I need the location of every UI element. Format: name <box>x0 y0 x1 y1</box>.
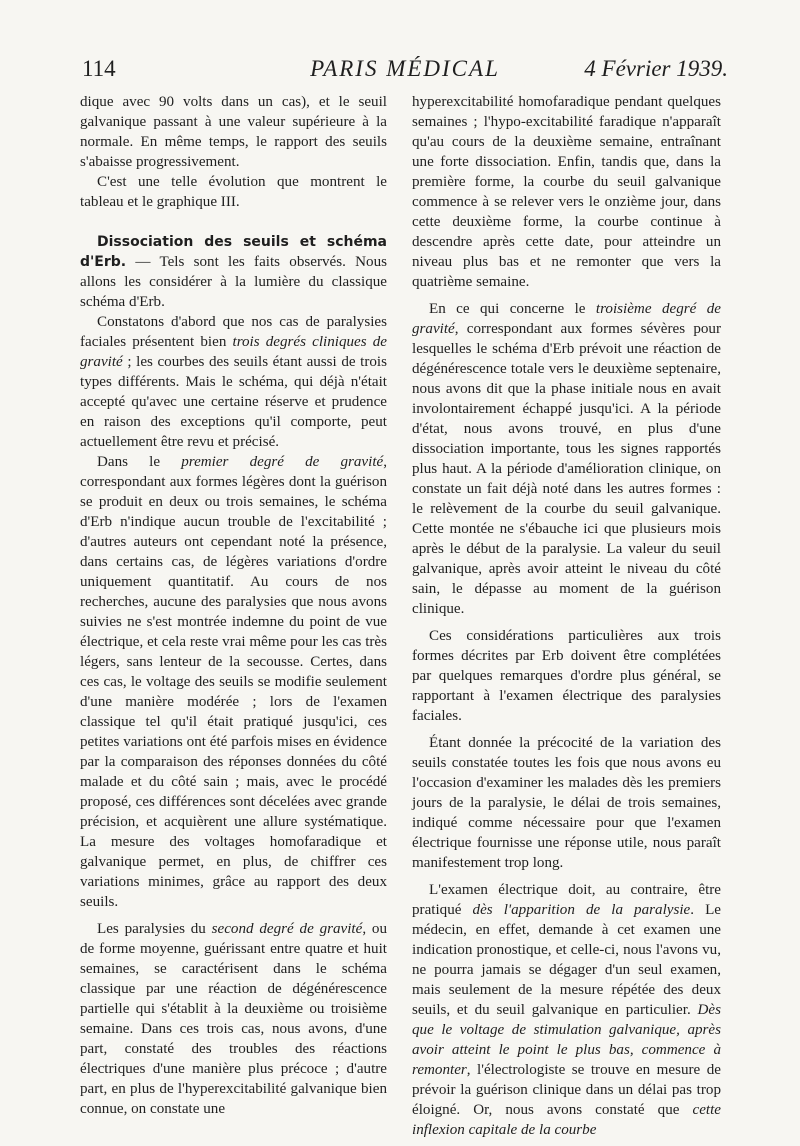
page-header <box>82 56 728 86</box>
emphasis: dès l'apparition de la paralysie <box>472 902 691 918</box>
paragraph: Ces considérations particulières aux trois formes décrites par Erb doivent être complétées par quelques remarques d'ordre plus général, se rapportant à l'examen électrique des paralysies faciales. <box>412 628 721 724</box>
emphasis: premier degré de gravité <box>181 454 384 470</box>
section-heading: Dissociation des seuils et schéma d'Erb. <box>80 234 387 270</box>
paragraph <box>80 312 387 452</box>
paragraph-text: L'examen électrique doit, au contraire, être pratiqué <box>412 882 721 918</box>
journal-title: PARIS MÉDICAL <box>310 56 500 81</box>
paragraph-text: ; les courbes des seuils étant aussi de trois types différents. Mais le schéma, qui déjà n'était accepté qu'avec une certaine réserve et prudence en raison des exceptions qu'il comporte, peut actuellement être revu et précisé. <box>80 354 387 450</box>
emphasis: cette inflexion capitale de la courbe <box>412 1102 721 1138</box>
paragraph: dique avec 90 volts dans un cas), et le seuil galvanique passant à une valeur supérieure à la normale. En même temps, le rapport des seuils s'abaisse progressivement. <box>80 94 387 170</box>
paragraph: C'est une telle évolution que montrent le tableau et le graphique III. <box>80 174 387 210</box>
paragraph-text: Dans le <box>97 454 182 470</box>
paragraph-text: , correspondant aux formes sévères pour lesquelles le schéma d'Erb prévoit une réaction de dégénérescence totale vers le deuxième septenaire, nous avons dit que la phase initiale nous en avait involontairement échappé jusqu'ici. A la période d'état, nous avons trouvé, en plus d'une dissociation importante, tous les signes rapportés plus haut. A la période d'amélioration clinique, on constate un fait déjà noté dans les autres formes : le relèvement de la courbe du seuil galvanique. Cette montée ne s'ébauche ici que plusieurs mois après le début de la paralysie. La valeur du seuil galvanique, après avoir atteint le niveau du côté sain, le dépasse au moment de la guérison clinique. <box>412 321 721 617</box>
emphasis: troisième degré de gravité <box>412 301 721 337</box>
paragraph-text: — Tels sont les faits observés. Nous allons les considérer à la lumière du classique schéma d'Erb. <box>80 254 387 310</box>
paragraph-text: . Le médecin, en effet, demande à cet examen une indication pronostique, et celle-ci, nous l'avons vu, ne pourra jamais se dégager d'un seul examen, mais seulement de la mesure répétée des deux seuils, et du seuil galvanique en particulier. <box>412 902 721 1018</box>
left-column <box>80 92 387 1119</box>
right-column <box>412 92 721 1140</box>
paragraph: hyperexcitabilité homofaradique pendant quelques semaines ; l'hypo-excitabilité faradique n'apparaît qu'au cours de la deuxième semaine, entraînant une forte dissociation. Enfin, tandis que, dans la première forme, la courbe du seuil galvanique commence à se relever vers le onzième jour, dans cette deuxième forme, la courbe continue à descendre après cette date, pour atteindre un niveau plus bas et ne remonter que vers la quatrième semaine. <box>412 94 721 290</box>
paragraph-text: , correspondant aux formes légères dont la guérison se produit en deux ou trois semaines, le schéma d'Erb n'indique aucun trouble de l'excitabilité ; d'autres auteurs ont cependant noté la présence, dans certains cas, de légères variations d'ordre uniquement quantitatif. Au cours de nos recherches, aucune des paralysies que nous avons suivies ne s'est montrée indemne du point de vue électrique, et cela reste vrai même pour les cas très légers, sans lenteur de la secousse. Certes, dans ces cas, le voltage des seuils se modifie seulement d'une manière modérée ; lors de l'examen classique tel qu'il était pratiqué jusqu'ici, ces petites variations ont été parfois mises en évidence par la comparaison des réponses données du côté malade et du côté sain ; mais, avec le procédé proposé, ces différences sont décelées avec grande précision, et acquièrent une allure systématique. La mesure des voltages homofaradique et galvanique permet, en plus, de chiffrer ces variations minimes, grâce au rapport des deux seuils. <box>80 454 387 910</box>
section-paragraph <box>80 232 387 312</box>
paragraph <box>80 919 387 1119</box>
paragraph-text: , ou de forme moyenne, guérissant entre quatre et huit semaines, se caractérisent dans le schéma classique par une réaction de dégénérescence partielle qui s'établit à la deuxième ou troisième semaine. Dans ces trois cas, nous avons, d'une part, constaté des troubles des réactions électriques d'une manière plus précoce ; d'autre part, en plus de l'hyperexcitabilité galvanique bien connue, on constate une <box>80 921 387 1117</box>
paragraph <box>412 880 721 1140</box>
paragraph-text: En ce qui concerne le <box>429 301 596 317</box>
paragraph <box>80 452 387 912</box>
emphasis: Dès que le voltage de stimulation galvanique, après avoir atteint le point le plus bas, commence à remonter <box>412 1002 721 1078</box>
page-number: 114 <box>82 56 116 81</box>
paragraph-text: Constatons d'abord que nos cas de paralysies faciales présentent bien <box>80 314 387 350</box>
paragraph-text: Les paralysies du <box>97 921 212 937</box>
emphasis: second degré de gravité <box>211 921 363 937</box>
issue-date: 4 Février 1939. <box>584 56 728 81</box>
emphasis: trois degrés cliniques de gravité <box>80 334 387 370</box>
paragraph: Étant donnée la précocité de la variation des seuils constatée toutes les fois que nous avons eu l'occasion d'examiner les malades dès les premiers jours de la paralysie, le délai de trois semaines, indiqué comme nécessaire pour que l'examen électrique fournisse une réponse utile, nous paraît manifestement trop long. <box>412 735 721 871</box>
paragraph <box>412 299 721 619</box>
paragraph-text: , l'électrologiste se trouve en mesure de prévoir la guérison clinique dans un délai pas trop éloigné. Or, nous avons constaté que <box>412 1062 721 1118</box>
